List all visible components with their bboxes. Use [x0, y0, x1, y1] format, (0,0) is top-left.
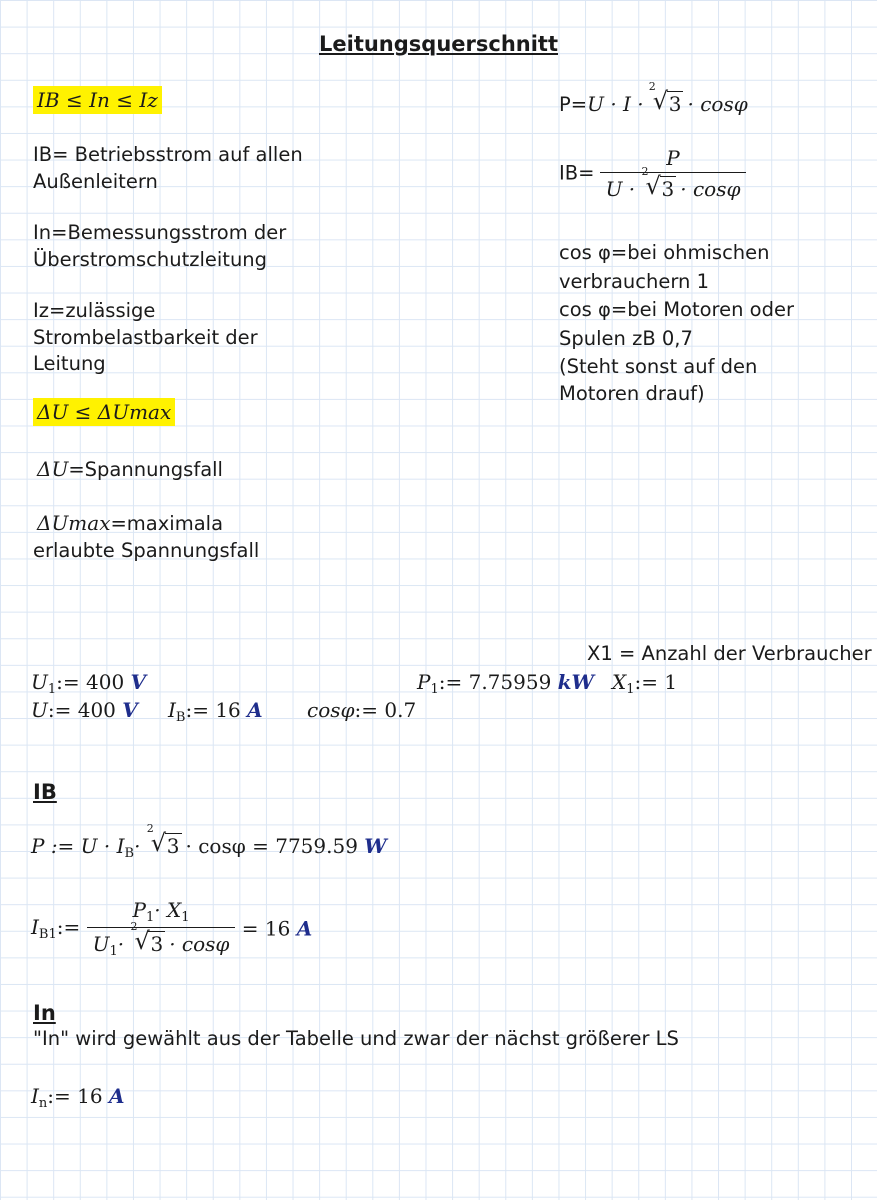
ib-fraction	[600, 146, 747, 201]
ib1-den-sub: 1	[109, 944, 118, 959]
ib1-num-sub2: 1	[181, 910, 190, 925]
ib1-var: I	[31, 915, 39, 939]
p1-var: P	[417, 670, 431, 694]
p-calculation	[31, 822, 387, 861]
power-formula-label: P=	[559, 93, 588, 116]
p1-sub: 1	[430, 682, 439, 697]
u-value: := 400	[47, 698, 116, 722]
x1-definition	[612, 670, 677, 697]
u-definition	[31, 698, 138, 722]
cos-note-1: =bei ohmischen	[610, 241, 770, 264]
cos-note-2: =bei Motoren oder	[610, 298, 795, 321]
p-calc-mid: ·	[134, 834, 141, 858]
x1-var: X	[612, 670, 627, 694]
cos-symbol-1: cos φ	[559, 241, 611, 264]
root-arg: 3	[668, 92, 682, 116]
ib1-fraction-num	[87, 898, 236, 928]
in-definition-line1: In=Bemessungsstrom der	[33, 221, 287, 244]
ib-var: I	[168, 698, 176, 722]
p-calc-lhs: P := U · I	[31, 834, 125, 858]
in-value: := 16	[47, 1084, 103, 1108]
ib-den-a: U ·	[605, 177, 636, 201]
dumax-symbol: ΔUmax	[37, 511, 111, 535]
cos-note-3-line2: Motoren drauf)	[559, 381, 705, 405]
root-index: 2	[648, 80, 656, 93]
sqrt-symbol: 2 √ 3	[130, 920, 164, 956]
ib1-assign: :=	[56, 915, 81, 939]
cos-note-2-line2: Spulen zB 0,7	[559, 326, 693, 350]
in-definition-value	[31, 1084, 124, 1111]
ib1-unit: A	[296, 916, 313, 941]
ib-fraction-den	[600, 165, 747, 201]
ib-unit: A	[247, 698, 263, 722]
iz-definition-line2: Strombelastbarkeit der	[33, 325, 258, 349]
ib-sub: B	[175, 710, 186, 725]
dumax-definition-line1: =maximala	[110, 512, 224, 535]
iz-definition-line3: Leitung	[33, 352, 106, 375]
sqrt-symbol: 2 √ 3	[641, 165, 675, 201]
iz-definition	[33, 298, 258, 378]
p1-definition	[417, 670, 594, 697]
ib-definition-value	[168, 698, 263, 725]
root-arg: 3	[661, 177, 675, 201]
x1-value: := 1	[634, 670, 678, 694]
dumax-definition	[33, 510, 259, 564]
ib1-den-b: ·	[117, 932, 125, 956]
p-calc-sub: B	[124, 846, 135, 861]
iz-definition-line1: Iz=zulässige	[33, 299, 156, 322]
ib1-calculation	[31, 898, 312, 959]
section-in-heading: In	[33, 1001, 56, 1025]
ib1-num-b: · X	[154, 898, 182, 922]
power-formula-expr-a: U · I ·	[587, 92, 644, 116]
u1-sub: 1	[47, 682, 57, 697]
in-sub: n	[38, 1096, 48, 1111]
p1-unit: kW	[557, 670, 594, 694]
ib1-num-a: P	[132, 898, 146, 922]
u1-definition	[31, 670, 146, 697]
condition-current	[33, 88, 162, 112]
du-definition-text: =Spannungsfall	[68, 458, 223, 481]
p1-value: := 7.75959	[438, 670, 552, 694]
power-formula	[559, 80, 748, 119]
cos-symbol-2: cos φ	[559, 298, 611, 321]
root-index: 2	[146, 822, 154, 835]
in-definition	[33, 220, 286, 273]
sqrt-symbol: 2 √ 3	[648, 80, 682, 116]
du-symbol: ΔU	[37, 457, 69, 481]
u1-unit: V	[130, 670, 147, 694]
condition-current-text: IB ≤ In ≤ Iz	[33, 86, 162, 114]
ib1-num-sub1: 1	[145, 910, 155, 925]
p-calc-rest: · cosφ = 7759.59	[185, 834, 358, 858]
ib-definition-line2: Außenleitern	[33, 169, 158, 193]
cos-note-3-line1: (Steht sonst auf den	[559, 355, 758, 378]
root-arg: 3	[150, 932, 164, 956]
u-var: U	[31, 698, 48, 722]
root-index: 2	[130, 920, 138, 933]
condition-voltage-text: ΔU ≤ ΔUmax	[33, 398, 175, 426]
cos-note-1-line2: verbrauchern 1	[559, 269, 709, 293]
power-formula-expr-b: · cosφ	[687, 92, 748, 116]
condition-voltage	[33, 400, 175, 424]
u-unit: V	[122, 698, 138, 722]
in-unit: A	[108, 1084, 125, 1108]
u1-value: := 400	[56, 670, 125, 694]
ib1-fraction-den	[87, 920, 236, 959]
x1-note: X1 = Anzahl der Verbraucher	[587, 642, 872, 665]
ib1-den-c: · cosφ	[169, 932, 230, 956]
root-index: 2	[641, 165, 649, 178]
sqrt-symbol: 2 √ 3	[146, 822, 180, 858]
ib-formula-label: IB=	[559, 161, 595, 185]
cosphi-var: cosφ	[307, 698, 355, 722]
ib-den-b: · cosφ	[680, 177, 741, 201]
cos-notes	[559, 240, 794, 407]
ib1-sub: B1	[38, 927, 57, 942]
ib1-result: = 16	[241, 916, 291, 941]
root-arg: 3	[166, 834, 180, 858]
ib1-fraction	[87, 898, 236, 959]
in-note: "In" wird gewählt aus der Tabelle und zwar der nächst größerer LS	[33, 1027, 679, 1050]
u1-var: U	[31, 670, 48, 694]
dumax-definition-line2: erlaubte Spannungsfall	[33, 538, 260, 562]
p-calc-unit: W	[364, 834, 387, 858]
in-definition-line2: Überstromschutzleitung	[33, 247, 268, 271]
in-var: I	[31, 1084, 39, 1108]
du-definition	[37, 456, 223, 484]
ib-formula	[559, 146, 746, 201]
ib-definition	[33, 142, 303, 195]
ib-fraction-num: P	[600, 146, 747, 173]
section-ib-heading: IB	[33, 780, 57, 804]
ib-definition-line1: IB= Betriebsstrom auf allen	[33, 143, 303, 166]
cosphi-value: := 0.7	[354, 698, 417, 722]
ib1-den-a: U	[92, 932, 110, 956]
cosphi-definition	[307, 698, 416, 722]
x1-sub: 1	[626, 682, 635, 697]
page-title: Leitungsquerschnitt	[319, 32, 558, 56]
ib-value: := 16	[185, 698, 241, 722]
